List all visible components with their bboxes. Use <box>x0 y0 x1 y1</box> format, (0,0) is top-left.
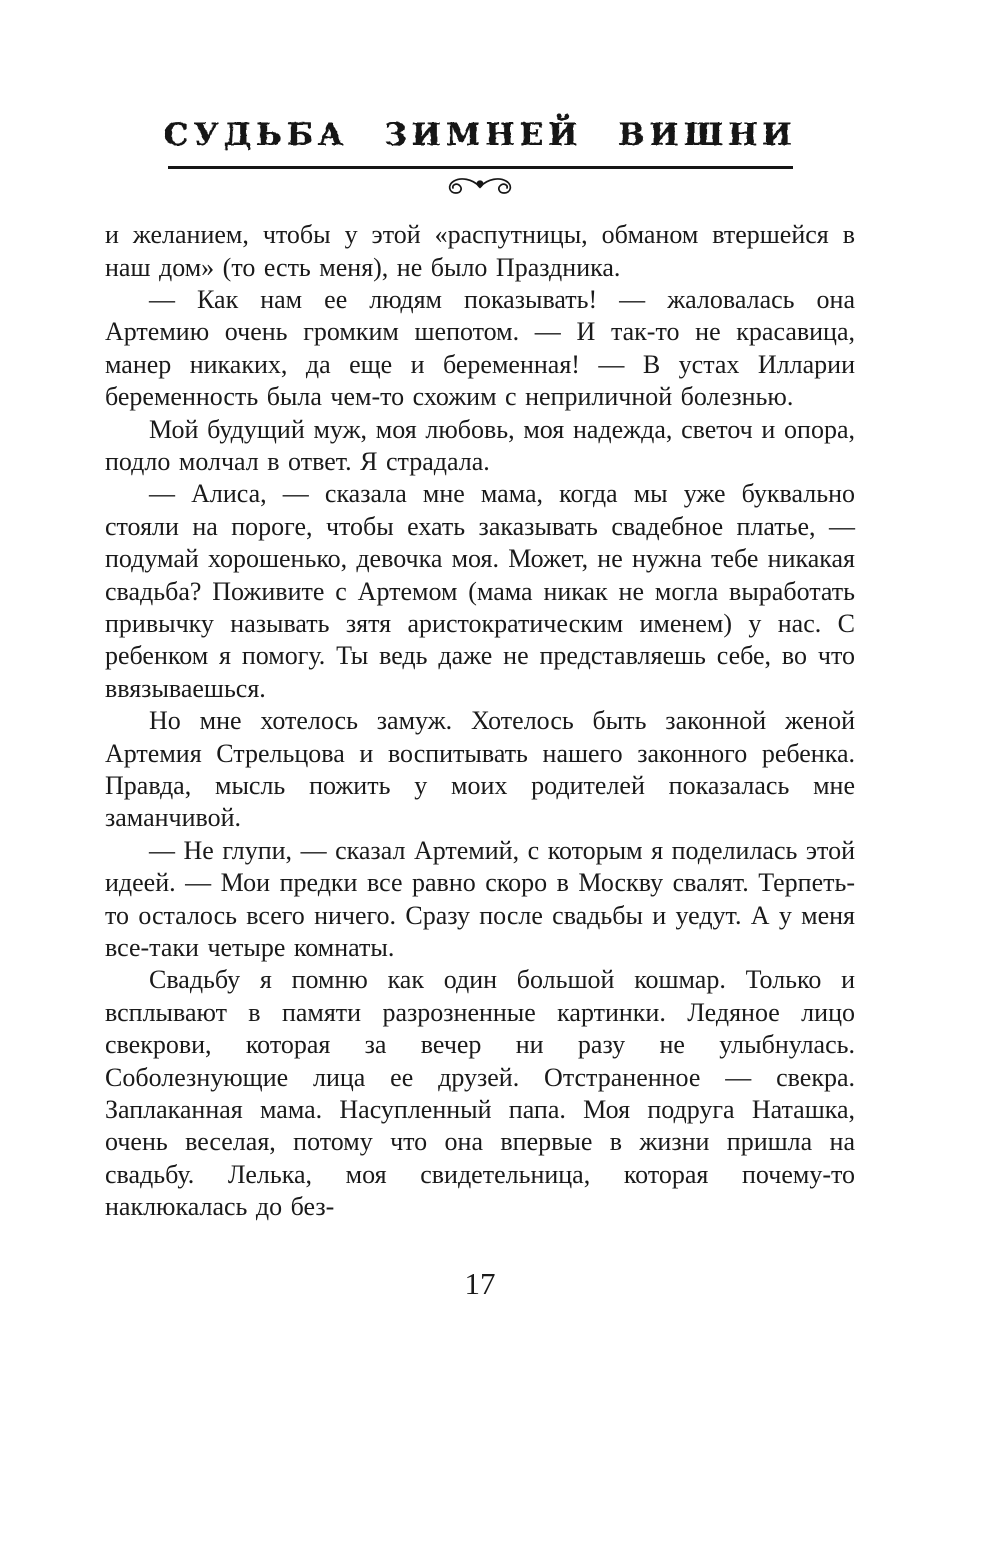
page-content <box>105 0 855 1302</box>
paragraph: Мой будущий муж, моя любовь, моя надежда, светоч и опора, подло молчал в ответ. Я страдала. <box>105 414 855 476</box>
paragraph: Свадьбу я помню как один большой кошмар. Только и всплывают в памяти разрозненные картинки. Ледяное лицо свекрови, которая за вечер ни разу не улыбнулась. Соболезнующие лица ее друзей. Отстраненное — свекра. Заплаканная мама. Насупленный папа. Моя подруга Наташка, очень веселая, потому что она впервые в жизни пришла на свадьбу. Лелька, моя свидетельница, которая почему-то наклюкалась до без- <box>105 965 855 1222</box>
book-title: СУДЬБА ЗИМНЕЙ ВИШНИ <box>163 117 797 153</box>
ornament-flourish-icon <box>441 175 519 197</box>
page-number: 17 <box>464 1265 496 1301</box>
paragraph: — Не глупи, — сказал Артемий, с которым я поделилась этой идеей. — Мои предки все равно скоро в Москву свалят. Терпеть-то осталось всего ничего. Сразу после свадьбы и уедут. А у меня все-таки четыре комнаты. <box>105 835 855 963</box>
paragraph: — Как нам ее людям показывать! — жаловалась она Артемию очень громким шепотом. — И так-то не красавица, манер никаких, да еще и беременная! — В устах Илларии беременность была чем-то схожим с неприличной болезнью. <box>105 284 855 412</box>
paragraph: Но мне хотелось замуж. Хотелось быть законной женой Артемия Стрельцова и воспитывать нашего законного ребенка. Правда, мысль пожить у моих родителей показалась мне заманчивой. <box>105 706 855 833</box>
paragraph: и желанием, чтобы у этой «распутницы, обманом втершейся в наш дом» (то есть меня), не было Праздника. <box>105 220 855 282</box>
body-text <box>105 219 855 1224</box>
page-header <box>105 118 855 197</box>
paragraph: — Алиса, — сказала мне мама, когда мы уже буквально стояли на пороге, чтобы ехать заказывать свадебное платье, — подумай хорошенько, девочка моя. Может, не нужна тебе никакая свадьба? Поживите с Артемом (мама никак не могла выработать привычку называть зятя аристократическим именем) у нас. С ребенком я помогу. Ты ведь даже не представляешь себе, во что ввязываешься. <box>105 479 855 703</box>
title-rule <box>168 166 793 169</box>
